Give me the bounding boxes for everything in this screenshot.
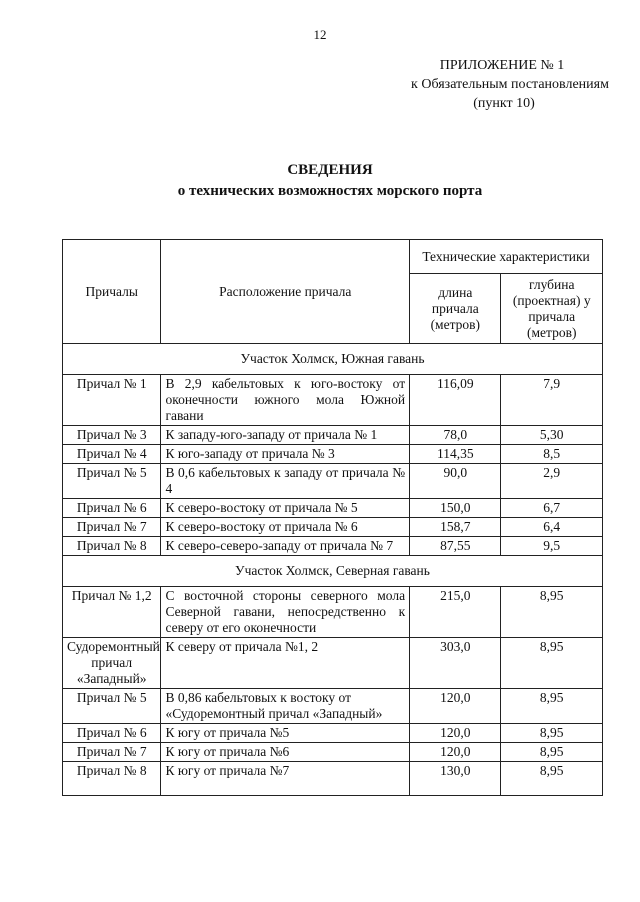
berth-name: Причал № 6 xyxy=(63,724,161,743)
berth-depth: 9,5 xyxy=(501,537,603,556)
berth-name: Судоремонтный причал «Западный» xyxy=(63,638,161,689)
berth-depth: 2,9 xyxy=(501,464,603,499)
appendix-reference: к Обязательным постановлениям xyxy=(411,77,609,92)
berth-name: Причал № 1 xyxy=(63,375,161,426)
table-row xyxy=(63,375,603,426)
berth-name: Причал № 8 xyxy=(63,762,161,796)
table-row xyxy=(63,743,603,762)
berth-location: К юго-западу от причала № 3 xyxy=(161,445,410,464)
berth-length: 78,0 xyxy=(410,426,501,445)
document-heading xyxy=(0,160,640,202)
berth-location: К югу от причала №7 xyxy=(161,762,410,796)
appendix-block xyxy=(344,56,609,113)
berth-length: 120,0 xyxy=(410,724,501,743)
document-subtitle: о технических возможностях морского порта xyxy=(177,183,483,199)
table-row xyxy=(63,426,603,445)
berth-depth: 8,95 xyxy=(501,587,603,638)
header-depth: глубина (проектная) у причала (метров) xyxy=(501,274,603,344)
document-title: СВЕДЕНИЯ xyxy=(287,162,373,178)
header-berths: Причалы xyxy=(63,240,161,344)
table-row xyxy=(63,587,603,638)
berth-depth: 7,9 xyxy=(501,375,603,426)
berth-name: Причал № 7 xyxy=(63,518,161,537)
section-title: Участок Холмск, Северная гавань xyxy=(63,556,603,587)
page-number: 12 xyxy=(313,27,327,42)
berth-depth: 6,4 xyxy=(501,518,603,537)
berth-name: Причал № 3 xyxy=(63,426,161,445)
berth-location: С восточной стороны северного мола Северной гавани, непосредственно к северу от его оконечности xyxy=(161,587,410,638)
berth-name: Причал № 1,2 xyxy=(63,587,161,638)
header-tech: Технические характеристики xyxy=(410,240,603,274)
berth-length: 87,55 xyxy=(410,537,501,556)
berth-location: К западу-юго-западу от причала № 1 xyxy=(161,426,410,445)
berth-length: 150,0 xyxy=(410,499,501,518)
berth-name: Причал № 5 xyxy=(63,464,161,499)
berth-depth: 8,95 xyxy=(501,762,603,796)
berth-length: 90,0 xyxy=(410,464,501,499)
table-row xyxy=(63,689,603,724)
berth-location: В 0,86 кабельтовых к востоку от «Судоремонтный причал «Западный» xyxy=(161,689,410,724)
berth-location: К северо-северо-западу от причала № 7 xyxy=(161,537,410,556)
header-length: длина причала (метров) xyxy=(410,274,501,344)
table-row xyxy=(63,762,603,796)
berth-depth: 8,95 xyxy=(501,638,603,689)
berth-depth: 6,7 xyxy=(501,499,603,518)
berth-location: В 0,6 кабельтовых к западу от причала № 4 xyxy=(161,464,410,499)
appendix-point: (пункт 10) xyxy=(473,96,535,111)
berth-name: Причал № 7 xyxy=(63,743,161,762)
berth-depth: 8,95 xyxy=(501,724,603,743)
berth-location: К северо-востоку от причала № 5 xyxy=(161,499,410,518)
berth-name: Причал № 4 xyxy=(63,445,161,464)
berth-location: К северо-востоку от причала № 6 xyxy=(161,518,410,537)
berth-length: 120,0 xyxy=(410,689,501,724)
berth-length: 120,0 xyxy=(410,743,501,762)
berth-length: 114,35 xyxy=(410,445,501,464)
berth-length: 130,0 xyxy=(410,762,501,796)
berth-depth: 5,30 xyxy=(501,426,603,445)
appendix-title: ПРИЛОЖЕНИЕ № 1 xyxy=(439,58,565,73)
table-row xyxy=(63,537,603,556)
table-row xyxy=(63,445,603,464)
berth-length: 303,0 xyxy=(410,638,501,689)
berth-name: Причал № 6 xyxy=(63,499,161,518)
table-row xyxy=(63,518,603,537)
table-row xyxy=(63,499,603,518)
section-title: Участок Холмск, Южная гавань xyxy=(63,344,603,375)
berth-depth: 8,95 xyxy=(501,743,603,762)
berth-depth: 8,5 xyxy=(501,445,603,464)
berth-location: К югу от причала №5 xyxy=(161,724,410,743)
berth-length: 215,0 xyxy=(410,587,501,638)
berth-location: К югу от причала №6 xyxy=(161,743,410,762)
berth-length: 116,09 xyxy=(410,375,501,426)
table-row xyxy=(63,638,603,689)
berth-length: 158,7 xyxy=(410,518,501,537)
berth-name: Причал № 8 xyxy=(63,537,161,556)
berth-name: Причал № 5 xyxy=(63,689,161,724)
table-row xyxy=(63,724,603,743)
berths-table xyxy=(62,239,603,796)
header-location: Расположение причала xyxy=(161,240,410,344)
berth-depth: 8,95 xyxy=(501,689,603,724)
table-row xyxy=(63,464,603,499)
berth-location: К северу от причала №1, 2 xyxy=(161,638,410,689)
berth-location: В 2,9 кабельтовых к юго-востоку от оконечности южного мола Южной гавани xyxy=(161,375,410,426)
